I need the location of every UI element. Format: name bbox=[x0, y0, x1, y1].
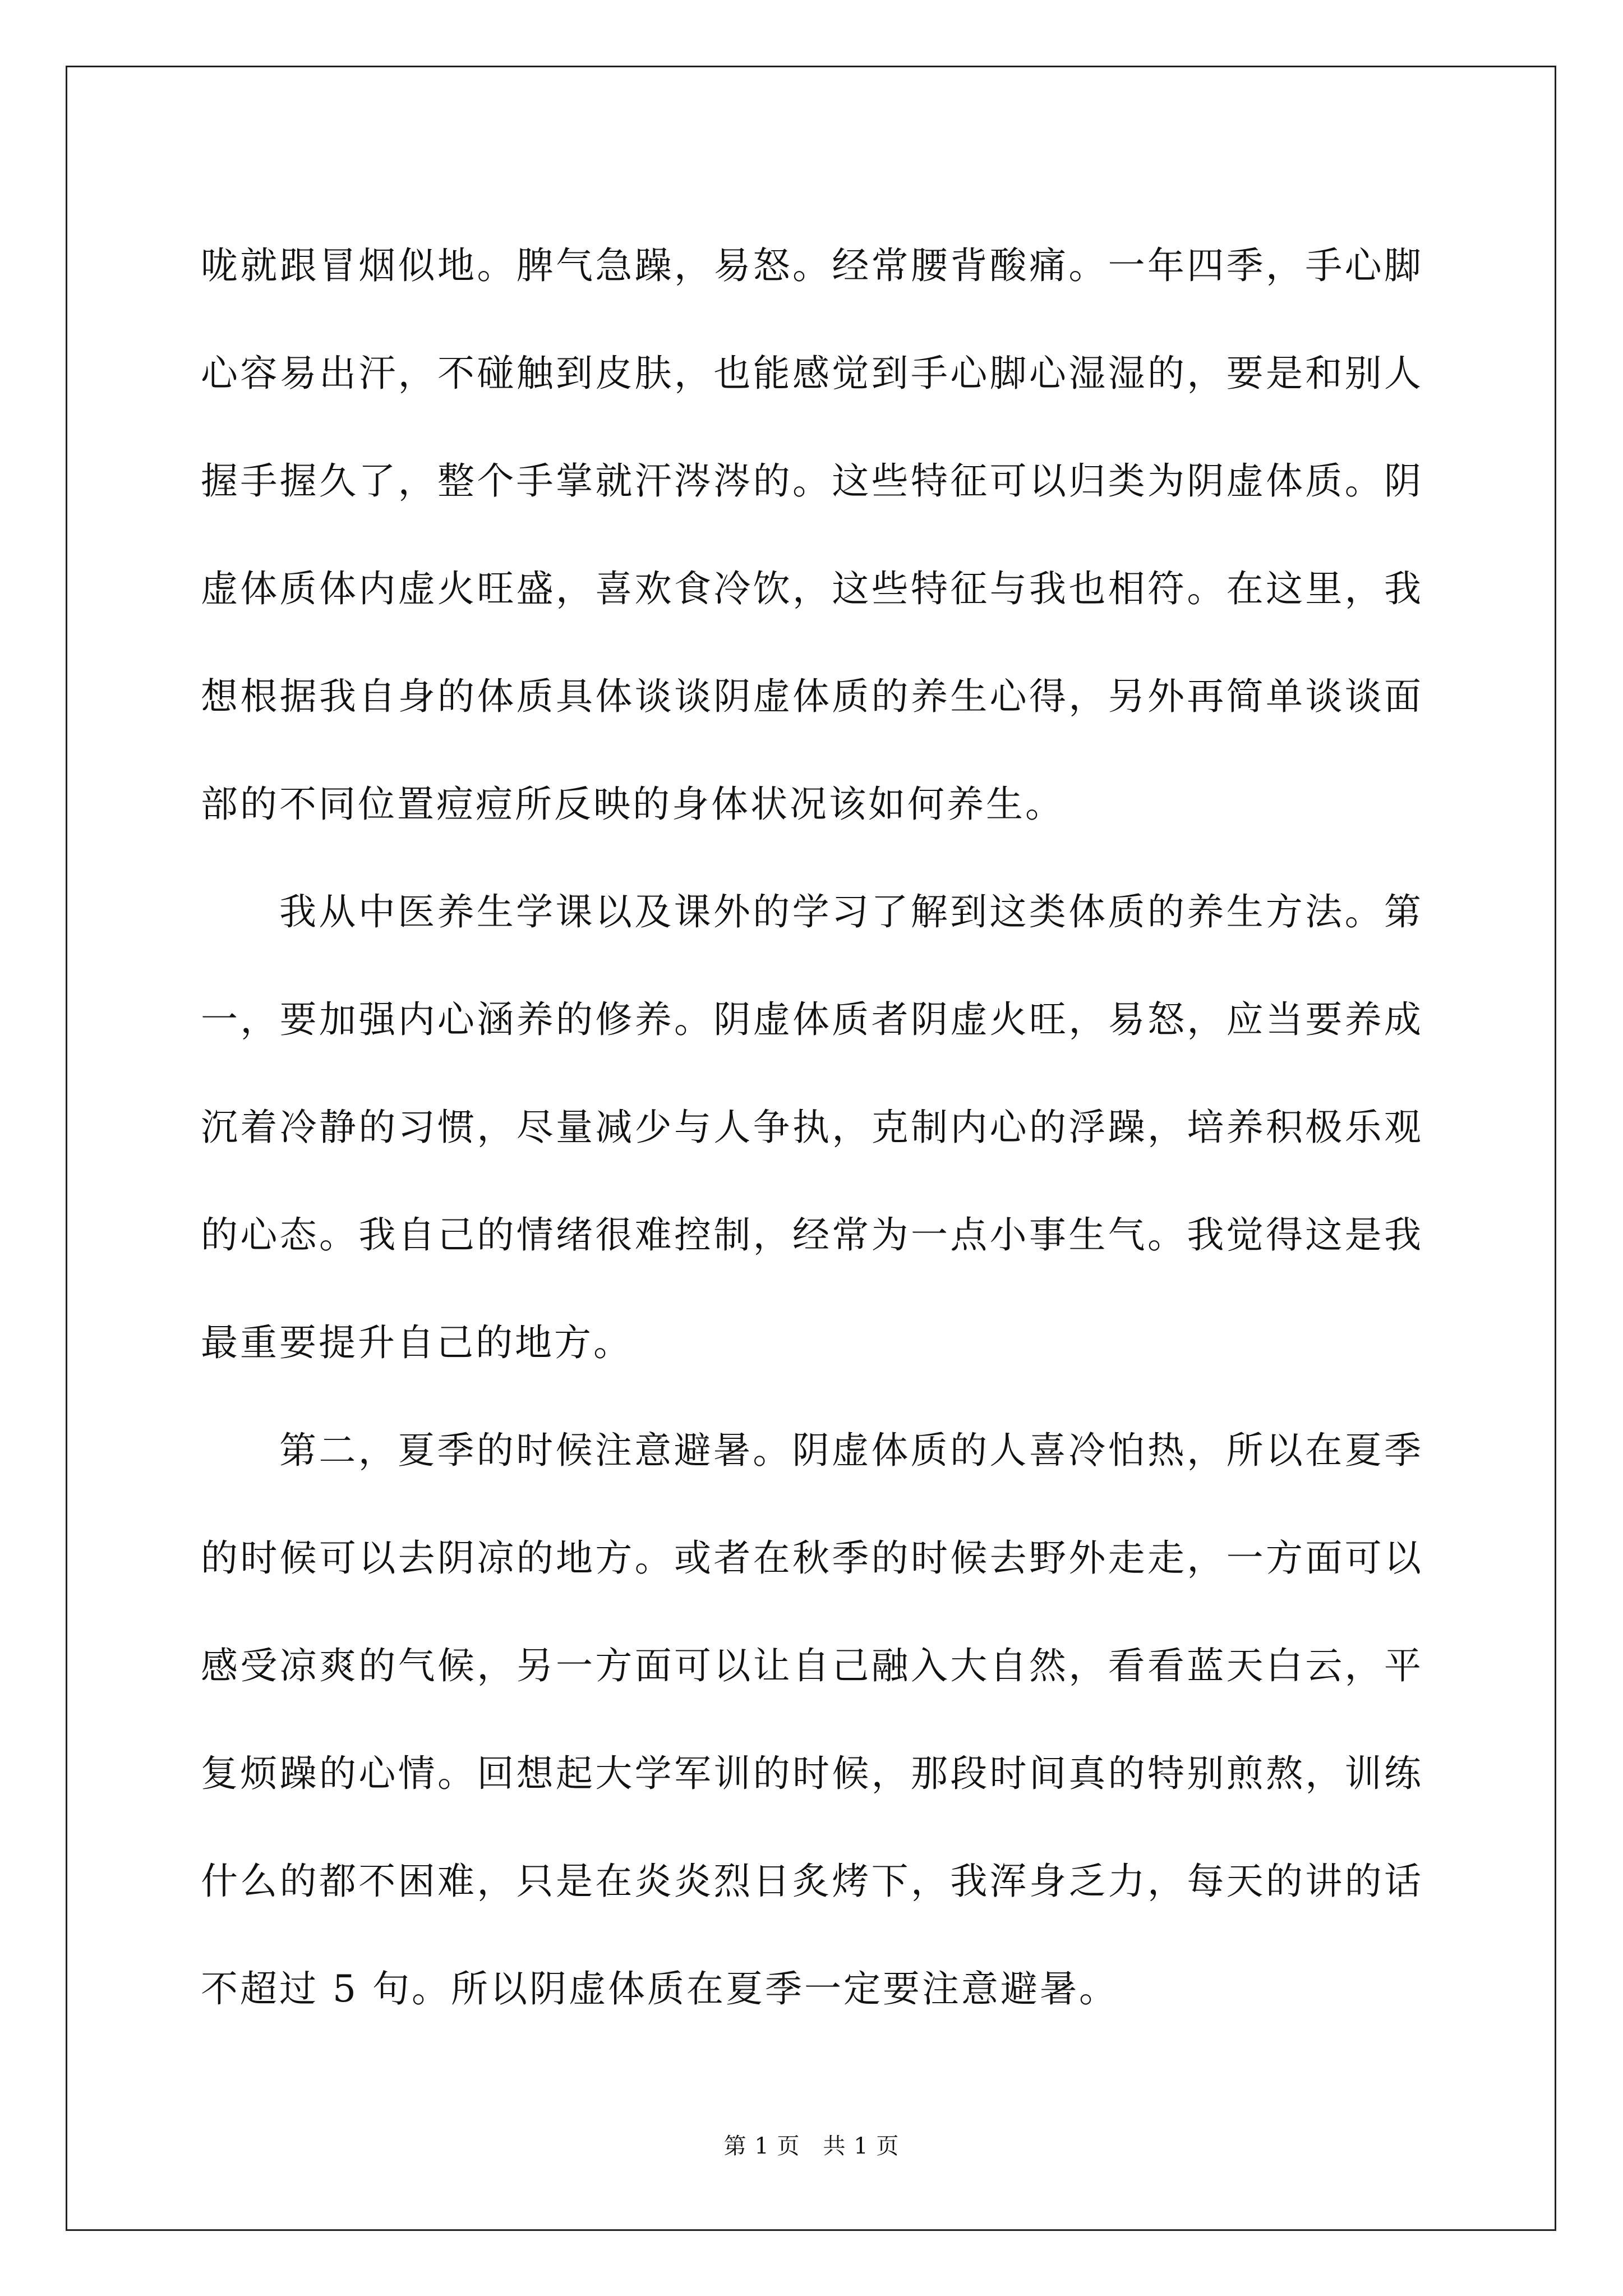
page-footer bbox=[0, 2128, 1623, 2160]
paragraph-1: 咙就跟冒烟似地。脾气急躁，易怒。经常腰背酸痛。一年四季，手心脚心容易出汗，不碰触到皮肤，也能感觉到手心脚心湿湿的，要是和别人握手握久了，整个手掌就汗涔涔的。这些特征可以归类为阴虚体质。阴虚体质体内虚火旺盛，喜欢食冷饮，这些特征与我也相符。在这里，我想根据我自身的体质具体谈谈阴虚体质的养生心得，另外再简单谈谈面部的不同位置痘痘所反映的身体状况该如何养生。 bbox=[201, 244, 1423, 826]
document-body bbox=[201, 212, 1423, 2043]
paragraph-2: 我从中医养生学课以及课外的学习了解到这类体质的养生方法。第一，要加强内心涵养的修养。阴虚体质者阴虚火旺，易怒，应当要养成沉着冷静的习惯，尽量减少与人争执，克制内心的浮躁，培养积极乐观的心态。我自己的情绪很难控制，经常为一点小事生气。我觉得这是我最重要提升自己的地方。 bbox=[201, 890, 1423, 1364]
paragraph-3: 第二，夏季的时候注意避暑。阴虚体质的人喜冷怕热，所以在夏季的时候可以去阴凉的地方。或者在秋季的时候去野外走走，一方面可以感受凉爽的气候，另一方面可以让自己融入大自然，看看蓝天白云，平复烦躁的心情。回想起大学军训的时候，那段时间真的特别煎熬，训练什么的都不困难，只是在炎炎烈日炙烤下，我浑身乏力，每天的讲的话不超过 5 句。所以阴虚体质在夏季一定要注意避暑。 bbox=[201, 1429, 1423, 2010]
page-number-label: 第 1 页 共 1 页 bbox=[723, 2133, 900, 2159]
